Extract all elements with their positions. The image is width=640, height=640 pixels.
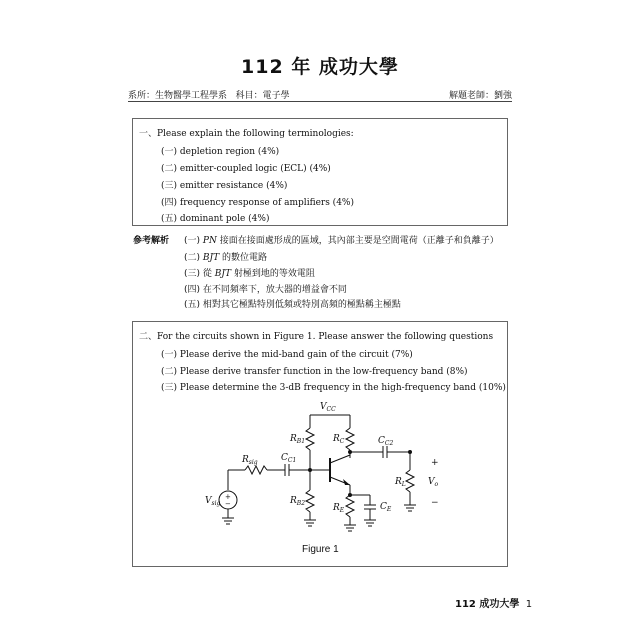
re-resistor	[346, 495, 354, 517]
question-2-item: (三) Please determine the 3-dB frequency in the high-frequency band (10%)	[161, 383, 506, 393]
question-1-item: (一) depletion region (4%)	[161, 147, 280, 157]
page-footer	[455, 595, 532, 610]
teacher-label: 解題老師：劉強	[448, 91, 512, 101]
rb2-label: $R_{B2}$	[290, 496, 306, 507]
vcc-label: $V_{CC}$	[320, 402, 336, 413]
rc-resistor	[346, 428, 354, 450]
answer-item: (五) 相對其它極點特別低頻或特別高頻的極點稱主極點	[184, 300, 401, 310]
vo-label: $V_o$	[428, 477, 439, 488]
answer-item: (二) BJT 的數位電路	[184, 253, 267, 263]
rb1-resistor	[306, 428, 314, 450]
page-title: 112 年 成功大學	[241, 56, 399, 78]
question-2-item: (一) Please derive the mid-band gain of the circuit (7%)	[161, 350, 413, 360]
page-number: 1	[525, 599, 533, 610]
svg-text:+: +	[225, 493, 231, 501]
rb1-label: $R_{B1}$	[290, 434, 306, 445]
answer-item: (一) PN 接面在接面處形成的區域，其內部主要是空間電荷（正離子和負離子）	[184, 236, 499, 246]
question-1-item: (五) dominant pole (4%)	[161, 214, 270, 224]
question-2-heading: 二、For the circuits shown in Figure 1. Please answer the following questions	[139, 332, 494, 342]
ce-label: $C_E$	[380, 502, 392, 513]
answer-item: (三) 從 BJT 射極到地的等效電阻	[184, 269, 315, 279]
cc2-label: $C_{C2}$	[378, 436, 394, 447]
figure-caption: Figure 1	[302, 544, 339, 555]
dept-label: 系所：生物醫學工程學系	[128, 91, 228, 101]
footer-text: 112 成功大學	[455, 599, 520, 610]
answer-label: 參考解析	[133, 236, 170, 246]
rsig-label: $R_{sig}$	[242, 455, 258, 466]
question-1-heading: 一、Please explain the following terminologies:	[139, 129, 354, 139]
rb2-resistor	[306, 490, 314, 512]
rl-label: $R_L$	[395, 477, 406, 488]
rl-resistor	[406, 470, 414, 492]
rsig-resistor	[245, 466, 267, 474]
vo-minus: −	[431, 498, 439, 508]
rc-label: $R_C$	[333, 434, 345, 445]
question-1-item: (二) emitter-coupled logic (ECL) (4%)	[161, 164, 331, 174]
vsig-label: $V_{sig}$	[205, 496, 221, 507]
question-1-item: (三) emitter resistance (4%)	[161, 181, 288, 191]
vo-plus: +	[431, 458, 439, 468]
question-1-item: (四) frequency response of amplifiers (4%)	[161, 198, 354, 208]
re-label: $R_E$	[333, 503, 345, 514]
svg-text:−: −	[225, 500, 231, 508]
answer-item: (四) 在不同頻率下，放大器的增益會不同	[184, 285, 347, 295]
transistor-collector	[330, 455, 350, 463]
cc1-label: $C_{C1}$	[281, 453, 297, 464]
question-2-item: (二) Please derive transfer function in the low-frequency band (8%)	[161, 367, 468, 377]
subject-label: 科目：電子學	[235, 91, 290, 101]
